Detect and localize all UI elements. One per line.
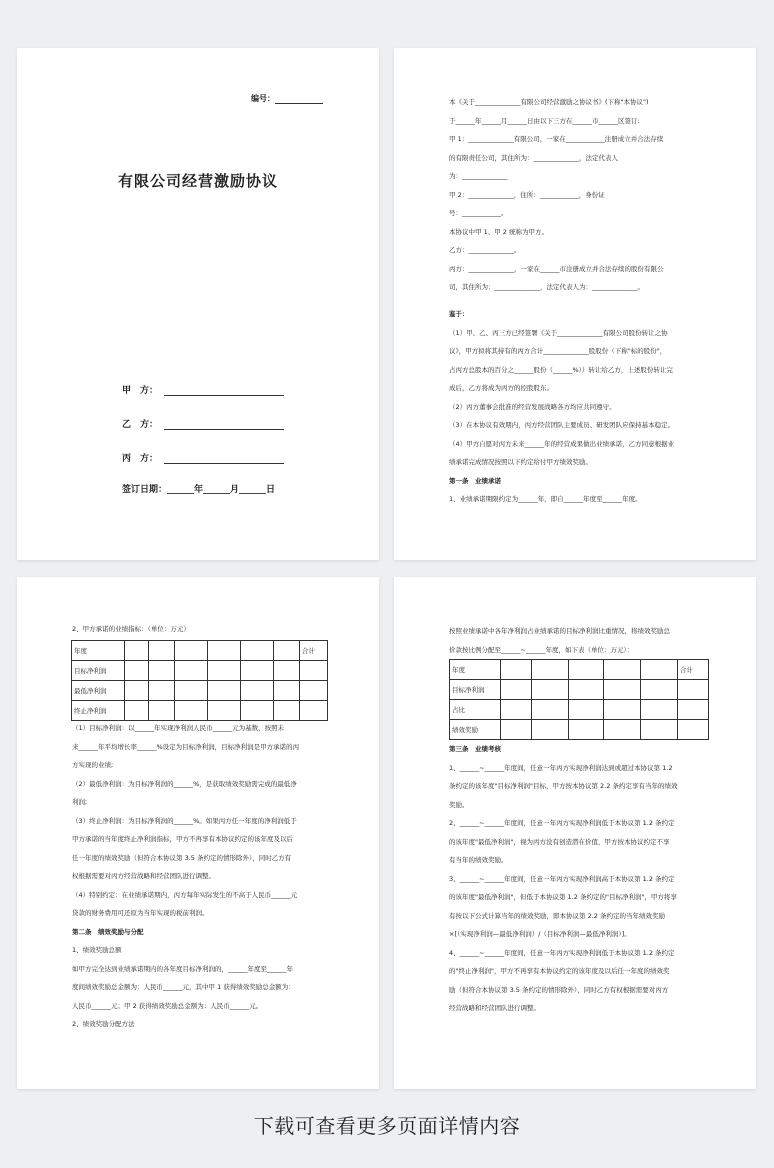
table-cell bbox=[208, 701, 241, 721]
paragraph-line: （2）丙方董事会批准的经营发展战略各方均应共同遵守。 bbox=[449, 402, 616, 411]
table-row bbox=[72, 681, 328, 701]
cover-title: 有限公司经营激励协议 bbox=[117, 172, 278, 190]
paragraph-line: 任一年度的绩效奖励（但符合本协议第 3.5 条约定的情形除外），同时乙方有 bbox=[72, 853, 292, 862]
page-4-intro bbox=[449, 625, 705, 662]
table-cell bbox=[532, 660, 569, 680]
paragraph-line: 1、业绩承诺期限约定为______年，即自______年度至______年度。 bbox=[449, 495, 642, 503]
page-4 bbox=[394, 577, 756, 1089]
paragraph-line: 价款按比例分配至______~______年度，如下表（单位：万元）： bbox=[449, 645, 634, 654]
table-cell: 绩效奖励 bbox=[450, 720, 501, 740]
table-cell bbox=[125, 661, 149, 681]
table-cell bbox=[274, 661, 300, 681]
paragraph-line: 甲 1：______________有限公司，一家在____________注册成立并合法存续 bbox=[449, 135, 664, 143]
paragraph-line: 如甲方完全达到业绩承诺期内的各年度目标净利润的，______年度至______年 bbox=[72, 964, 293, 973]
table-cell bbox=[641, 700, 678, 720]
table-cell: 合计 bbox=[300, 641, 328, 661]
contract-number bbox=[251, 93, 323, 104]
table-cell bbox=[175, 661, 208, 681]
table-cell bbox=[532, 680, 569, 700]
paragraph-line: 2、绩效奖励分配方法 bbox=[72, 1020, 135, 1028]
party-a-label: 甲 方： bbox=[122, 386, 159, 396]
table-cell bbox=[569, 660, 604, 680]
table-cell bbox=[501, 700, 532, 720]
table-cell bbox=[125, 701, 149, 721]
table-cell bbox=[569, 680, 604, 700]
page-2-text bbox=[449, 96, 705, 512]
table-cell: 最低净利润 bbox=[72, 681, 125, 701]
table-cell bbox=[208, 661, 241, 681]
party-b-blank bbox=[164, 420, 284, 430]
contract-number-label: 编号： bbox=[251, 94, 275, 103]
party-a-line bbox=[122, 383, 284, 396]
table-cell bbox=[274, 701, 300, 721]
page-4-clauses bbox=[449, 743, 705, 1021]
table-cell bbox=[532, 700, 569, 720]
table-cell bbox=[149, 641, 175, 661]
paragraph-line: 1、______~______年度间，任意一年丙方实现净利润达到或超过本协议第 1.2 bbox=[449, 763, 673, 772]
table-cell bbox=[208, 681, 241, 701]
paragraph-line: 的该年度"最低净利润"，视为丙方没有创造潜在价值，甲方按本协议约定不享 bbox=[449, 837, 670, 846]
performance-indicator-table bbox=[71, 640, 328, 721]
paragraph-line: 的"终止净利润"，甲方不再享有本协议约定的该年度及以后任一年度的绩效奖 bbox=[449, 967, 670, 975]
paragraph-line: （1）甲、乙、丙三方已经签署《关于______________有限公司股份转让之协 bbox=[449, 328, 668, 337]
table-cell bbox=[300, 681, 328, 701]
table-cell: 目标净利润 bbox=[72, 661, 125, 681]
paragraph-line: （3）在本协议有效期内，丙方经营团队主要成员、研发团队应保持基本稳定。 bbox=[449, 421, 675, 429]
paragraph-line: 的有限责任公司，其住所为：______________，法定代表人 bbox=[449, 153, 618, 162]
table-cell bbox=[300, 661, 328, 681]
paragraph-line: 经营战略和经营团队进行调整。 bbox=[449, 1004, 540, 1012]
paragraph-line: 贷款的财务费用可还原为当年实现的税前利润。 bbox=[72, 909, 209, 917]
table-cell bbox=[604, 700, 641, 720]
table-row bbox=[72, 661, 328, 681]
section-heading: 第二条 绩效奖励与分配 bbox=[72, 927, 144, 936]
paragraph-line: 有按以下公式计算当年的绩效奖励，即本协议第 2.2 条约定的当年绩效奖励 bbox=[449, 911, 665, 920]
table-cell bbox=[149, 701, 175, 721]
table-header-row bbox=[72, 641, 328, 661]
table-cell bbox=[208, 641, 241, 661]
page-3 bbox=[17, 577, 379, 1089]
table-row bbox=[450, 700, 709, 720]
party-b-line bbox=[122, 417, 284, 430]
table-cell: 年度 bbox=[72, 641, 125, 661]
paragraph-line: 议》，甲方拟将其持有的丙方合计______________股股份（下称"标的股份"， bbox=[449, 347, 667, 355]
table-cell bbox=[501, 660, 532, 680]
table-header-row bbox=[450, 660, 709, 680]
paragraph-line: 3、______~______年度间，任意一年丙方实现净利润高于本协议第 1.2 条约定 bbox=[449, 874, 675, 883]
paragraph-line: 利润; bbox=[72, 798, 88, 806]
section-heading: 第三条 业绩考核 bbox=[449, 745, 501, 753]
performance-table-intro: 2、甲方承诺的业绩指标：（单位：万元） bbox=[72, 625, 190, 633]
table-cell: 占比 bbox=[450, 700, 501, 720]
table-cell bbox=[604, 660, 641, 680]
table-cell bbox=[569, 700, 604, 720]
paragraph-line: 条约定的该年度"目标净利润"目标，甲方按本协议第 2.2 条约定享有当年的绩效 bbox=[449, 782, 678, 790]
table-cell bbox=[175, 641, 208, 661]
table-cell bbox=[125, 681, 149, 701]
party-c-label: 丙 方： bbox=[122, 454, 159, 464]
paragraph-line: 权根据需要对丙方经营战略和经营团队进行调整。 bbox=[72, 872, 215, 880]
table-cell bbox=[641, 720, 678, 740]
table-cell bbox=[678, 720, 709, 740]
table-cell bbox=[241, 701, 274, 721]
table-row bbox=[450, 680, 709, 700]
table-cell bbox=[641, 660, 678, 680]
table-cell bbox=[532, 720, 569, 740]
table-cell bbox=[149, 661, 175, 681]
paragraph-line: 乙方：______________。 bbox=[449, 246, 521, 254]
table-cell bbox=[125, 641, 149, 661]
paragraph-line: 丙方：______________，一家在______市注册成立并合法存续的股份有限公 bbox=[449, 264, 664, 273]
table-cell bbox=[241, 681, 274, 701]
table-row bbox=[450, 720, 709, 740]
page-3-text bbox=[72, 623, 328, 642]
table-row bbox=[72, 701, 328, 721]
paragraph-line: 1、绩效奖励总额 bbox=[72, 946, 122, 954]
table-cell bbox=[274, 681, 300, 701]
paragraph-line: 励（但符合本协议第 3.5 条约定的情形除外），同时乙方有权根据需要对丙方 bbox=[449, 985, 669, 994]
party-c-line bbox=[122, 451, 284, 464]
table-cell bbox=[604, 680, 641, 700]
paragraph-line: （2）最低净利润：为目标净利润的______%，是获取绩效奖励需完成的最低净 bbox=[72, 779, 297, 788]
table-cell bbox=[501, 720, 532, 740]
table-cell bbox=[149, 681, 175, 701]
paragraph-line: （4）特别约定：在业绩承诺期内，丙方每年实际发生的不高于人民币______元 bbox=[72, 890, 298, 899]
paragraph-line: 奖励。 bbox=[449, 800, 469, 809]
paragraph-line: 4、______~______年度间，任意一年丙方实现净利润低于本协议第 1.2 条约定 bbox=[449, 948, 675, 957]
paragraph-line: 度间绩效奖励总金额为：人民币______元，其中甲 1 获得绩效奖励总金额为： bbox=[72, 983, 295, 991]
table-cell bbox=[241, 661, 274, 681]
table-cell bbox=[241, 641, 274, 661]
table-cell bbox=[678, 680, 709, 700]
table-cell bbox=[641, 680, 678, 700]
party-a-blank bbox=[164, 386, 284, 396]
table-cell bbox=[175, 701, 208, 721]
page-3-clauses bbox=[72, 722, 328, 1037]
paragraph-line: （3）终止净利润：为目标净利润的______%。如果丙方任一年度的净利润低于 bbox=[72, 816, 297, 825]
paragraph-line: 占丙方总股本的百分之______股份（______%））转让给乙方，上述股份转让完 bbox=[449, 365, 673, 374]
paragraph-line: 有当年的绩效奖励。 bbox=[449, 856, 508, 864]
paragraph-line: 本协议中甲 1、甲 2 统称为甲方。 bbox=[449, 227, 548, 236]
table-cell bbox=[678, 700, 709, 720]
paragraph-line: 为：______________ bbox=[449, 172, 508, 180]
party-b-label: 乙 方： bbox=[122, 420, 159, 430]
table-cell bbox=[274, 641, 300, 661]
paragraph-line: 甲 2：______________，住所：____________，身份证 bbox=[449, 190, 605, 199]
paragraph-line: 成后，乙方将成为丙方的控股股东。 bbox=[449, 384, 553, 392]
table-cell: 终止净利润 bbox=[72, 701, 125, 721]
table-cell bbox=[501, 680, 532, 700]
section-heading: 鉴于： bbox=[449, 310, 469, 318]
paragraph-line: 的该年度"最低净利润"，但低于本协议第 1.2 条约定的"目标净利润"，甲方将享 bbox=[449, 893, 677, 901]
table-cell bbox=[569, 720, 604, 740]
cover-page bbox=[17, 48, 379, 560]
paragraph-line: 于______年______月______日由以下三方在______市______区签订: bbox=[449, 116, 640, 125]
paragraph-line: 号：____________。 bbox=[449, 209, 508, 217]
download-caption: 下载可查看更多页面详情内容 bbox=[253, 1114, 521, 1138]
paragraph-line: 绩承诺完成情况按照以下约定给付甲方绩效奖励。 bbox=[449, 458, 592, 466]
paragraph-line: 司，其住所为：______________，法定代表人为：______________。 bbox=[449, 283, 644, 291]
paragraph-line: 本《关于______________有限公司经营激励之协议书》(下称"本协议") bbox=[449, 98, 649, 106]
party-c-blank bbox=[164, 454, 284, 464]
table-cell bbox=[175, 681, 208, 701]
table-cell: 目标净利润 bbox=[450, 680, 501, 700]
page-2 bbox=[394, 48, 756, 560]
paragraph-line: 按照业绩承诺中各年净利润占业绩承诺的目标净利润比重情况，将绩效奖励总 bbox=[449, 627, 670, 635]
table-cell bbox=[604, 720, 641, 740]
paragraph-line: （4）甲方自愿对丙方未来______年的经营成果做出业绩承诺，乙方同意根据业 bbox=[449, 439, 675, 448]
sign-date: 签订日期：______年______月______日 bbox=[122, 485, 276, 495]
section-heading: 第一条 业绩承诺 bbox=[449, 476, 501, 485]
bonus-allocation-table bbox=[449, 659, 709, 740]
table-cell bbox=[300, 701, 328, 721]
paragraph-line: 甲方承诺的当年度终止净利润指标，甲方不再享有本协议约定的该年度及以后 bbox=[72, 835, 293, 843]
paragraph-line: 2、______~______年度间，任意一年丙方实现净利润低于本协议第 1.2 条约定 bbox=[449, 819, 675, 827]
paragraph-line: 来______年平均增长率______%设定为目标净利润，目标净利润是甲方承诺的丙 bbox=[72, 742, 300, 751]
paragraph-line: 人民币______元；甲 2 获得绩效奖励总金额为：人民币______元。 bbox=[72, 1001, 263, 1010]
paragraph-line: 方实现的业绩; bbox=[72, 761, 114, 769]
contract-number-blank bbox=[275, 95, 323, 104]
paragraph-line: ×[（实现净利润—最低净利润）/（目标净利润—最低净利润）]。 bbox=[449, 930, 631, 938]
table-cell: 年度 bbox=[450, 660, 501, 680]
table-cell: 合计 bbox=[678, 660, 709, 680]
paragraph-line: （1）目标净利润：以______年实现净利润人民币______元为基数，按照未 bbox=[72, 724, 285, 732]
